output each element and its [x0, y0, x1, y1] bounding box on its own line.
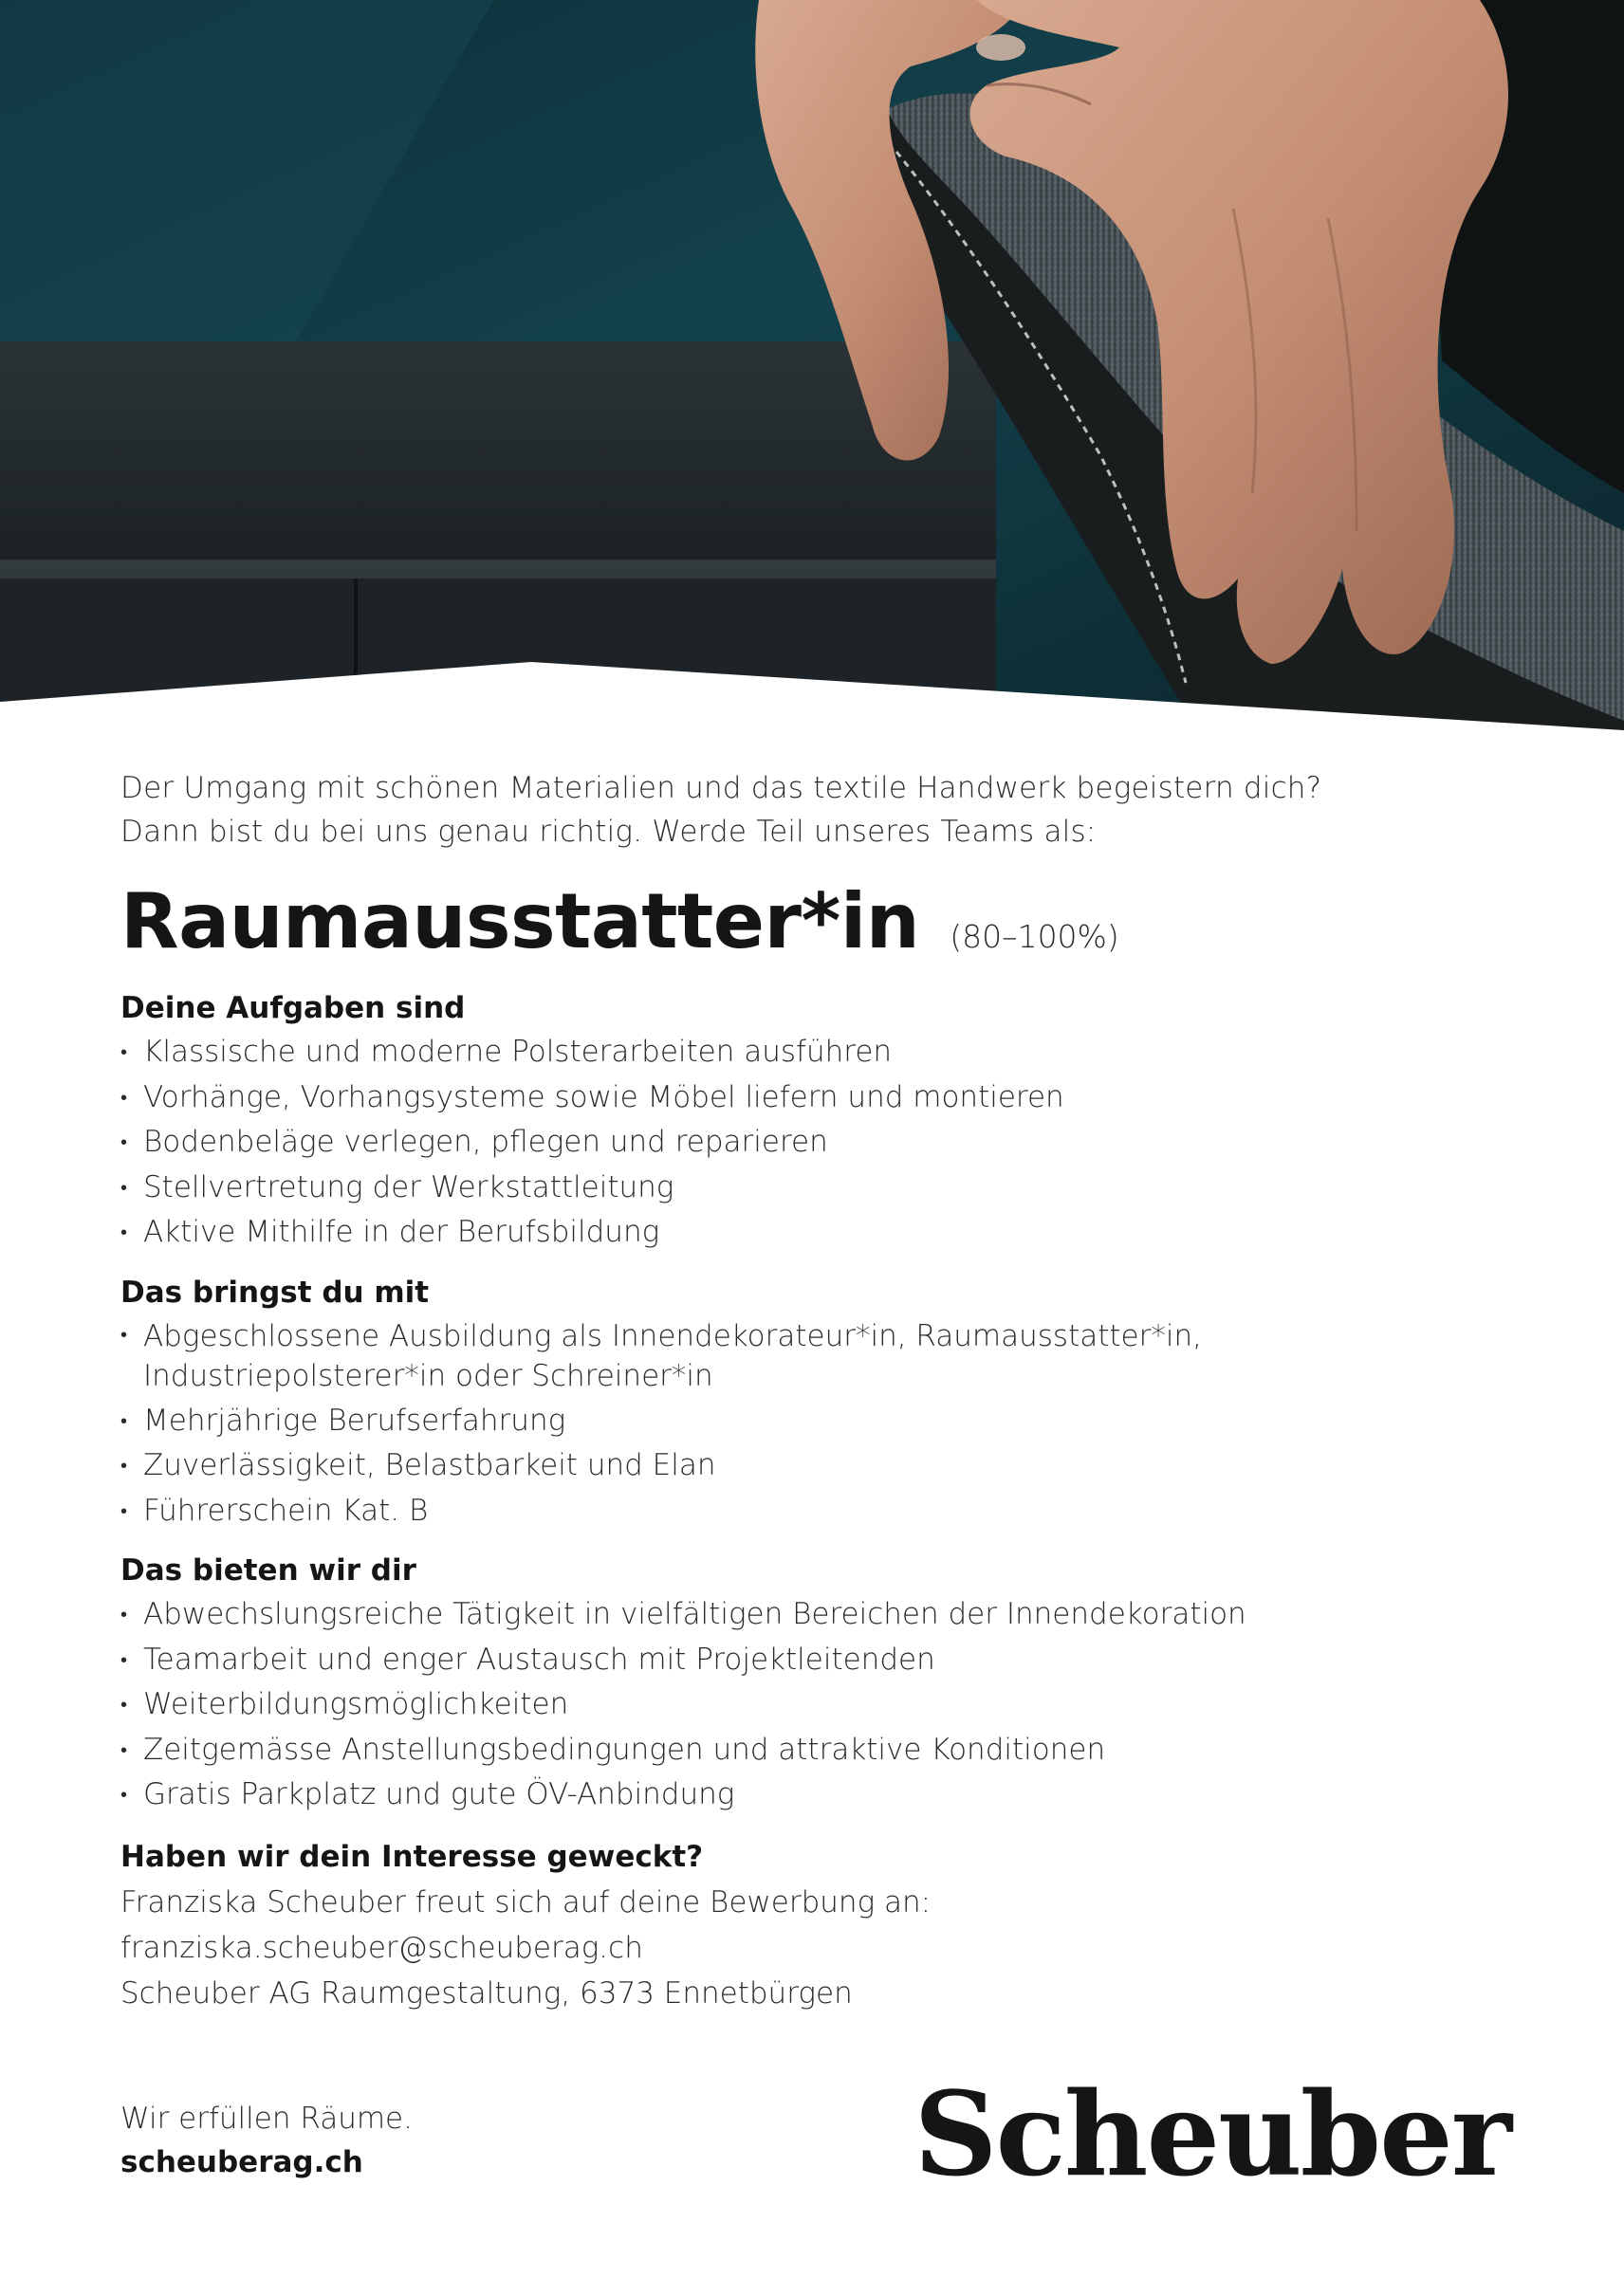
- list-item: [120, 1314, 1505, 1399]
- company-address: Scheuber AG Raumgestaltung, 6373 Ennetbürgen: [120, 1975, 853, 2011]
- contact-email[interactable]: franziska.scheuber@scheuberag.ch: [120, 1930, 643, 1965]
- intro-line-1: Der Umgang mit schönen Materialien und das textile Handwerk begeistern dich?: [120, 771, 1322, 805]
- list-item-line: Abgeschlossene Ausbildung als Innendekorateur*in, Raumausstatter*in,: [143, 1318, 1202, 1353]
- scheuber-logo: Scheuber: [914, 2066, 1510, 2202]
- list-item: • Abwechslungsreiche Tätigkeit in vielfältigen Bereichen der Innendekoration: [120, 1592, 1505, 1638]
- list-item: • Aktive Mithilfe in der Berufsbildung: [120, 1210, 1505, 1256]
- footer: [120, 2097, 413, 2184]
- list-item: • Teamarbeit und enger Austausch mit Projektleitenden: [120, 1638, 1505, 1683]
- list-item: • Weiterbildungsmöglichkeiten: [120, 1682, 1505, 1728]
- list-item: • Zuverlässigkeit, Belastbarkeit und Elan: [120, 1443, 1505, 1489]
- list-item: • Gratis Parkplatz und gute ÖV-Anbindung: [120, 1773, 1505, 1818]
- requirements-section: [120, 1271, 1505, 1534]
- offer-list: [120, 1592, 1505, 1818]
- tasks-section: [120, 986, 1505, 1256]
- contact-intro: Franziska Scheuber freut sich auf deine Bewerbung an:: [120, 1884, 932, 1919]
- job-pensum: (80–100%): [950, 918, 1119, 955]
- tasks-heading: Deine Aufgaben sind: [120, 991, 466, 1025]
- intro-line-2: Dann bist du bei uns genau richtig. Werde Teil unseres Teams als:: [120, 815, 1097, 849]
- contact-section: [120, 1835, 1505, 2016]
- offer-section: [120, 1549, 1505, 1818]
- list-item: • Vorhänge, Vorhangsysteme sowie Möbel liefern und montieren: [120, 1075, 1505, 1121]
- website-link[interactable]: scheuberag.ch: [120, 2145, 363, 2179]
- contact-heading: Haben wir dein Interesse geweckt?: [120, 1839, 704, 1874]
- list-item: • Bodenbeläge verlegen, pflegen und reparieren: [120, 1120, 1505, 1166]
- offer-heading: Das bieten wir dir: [120, 1553, 416, 1588]
- list-item: • Zeitgemässe Anstellungsbedingungen und attraktive Konditionen: [120, 1728, 1505, 1773]
- job-title: Raumausstatter*in: [120, 877, 920, 965]
- job-posting-content: [120, 766, 1505, 2016]
- list-item: • Klassische und moderne Polsterarbeiten ausführen: [120, 1030, 1505, 1075]
- list-item: • Mehrjährige Berufserfahrung: [120, 1399, 1505, 1444]
- requirements-list: [120, 1314, 1505, 1534]
- company-slogan: Wir erfüllen Räume.: [120, 2102, 413, 2136]
- tasks-list: [120, 1030, 1505, 1256]
- job-title-row: [120, 874, 1505, 969]
- list-item: • Führerschein Kat. B: [120, 1489, 1505, 1534]
- list-item-line: Industriepolsterer*in oder Schreiner*in: [143, 1358, 713, 1393]
- list-item: • Stellvertretung der Werkstattleitung: [120, 1166, 1505, 1211]
- requirements-heading: Das bringst du mit: [120, 1275, 430, 1310]
- hero-photo: [0, 0, 1624, 740]
